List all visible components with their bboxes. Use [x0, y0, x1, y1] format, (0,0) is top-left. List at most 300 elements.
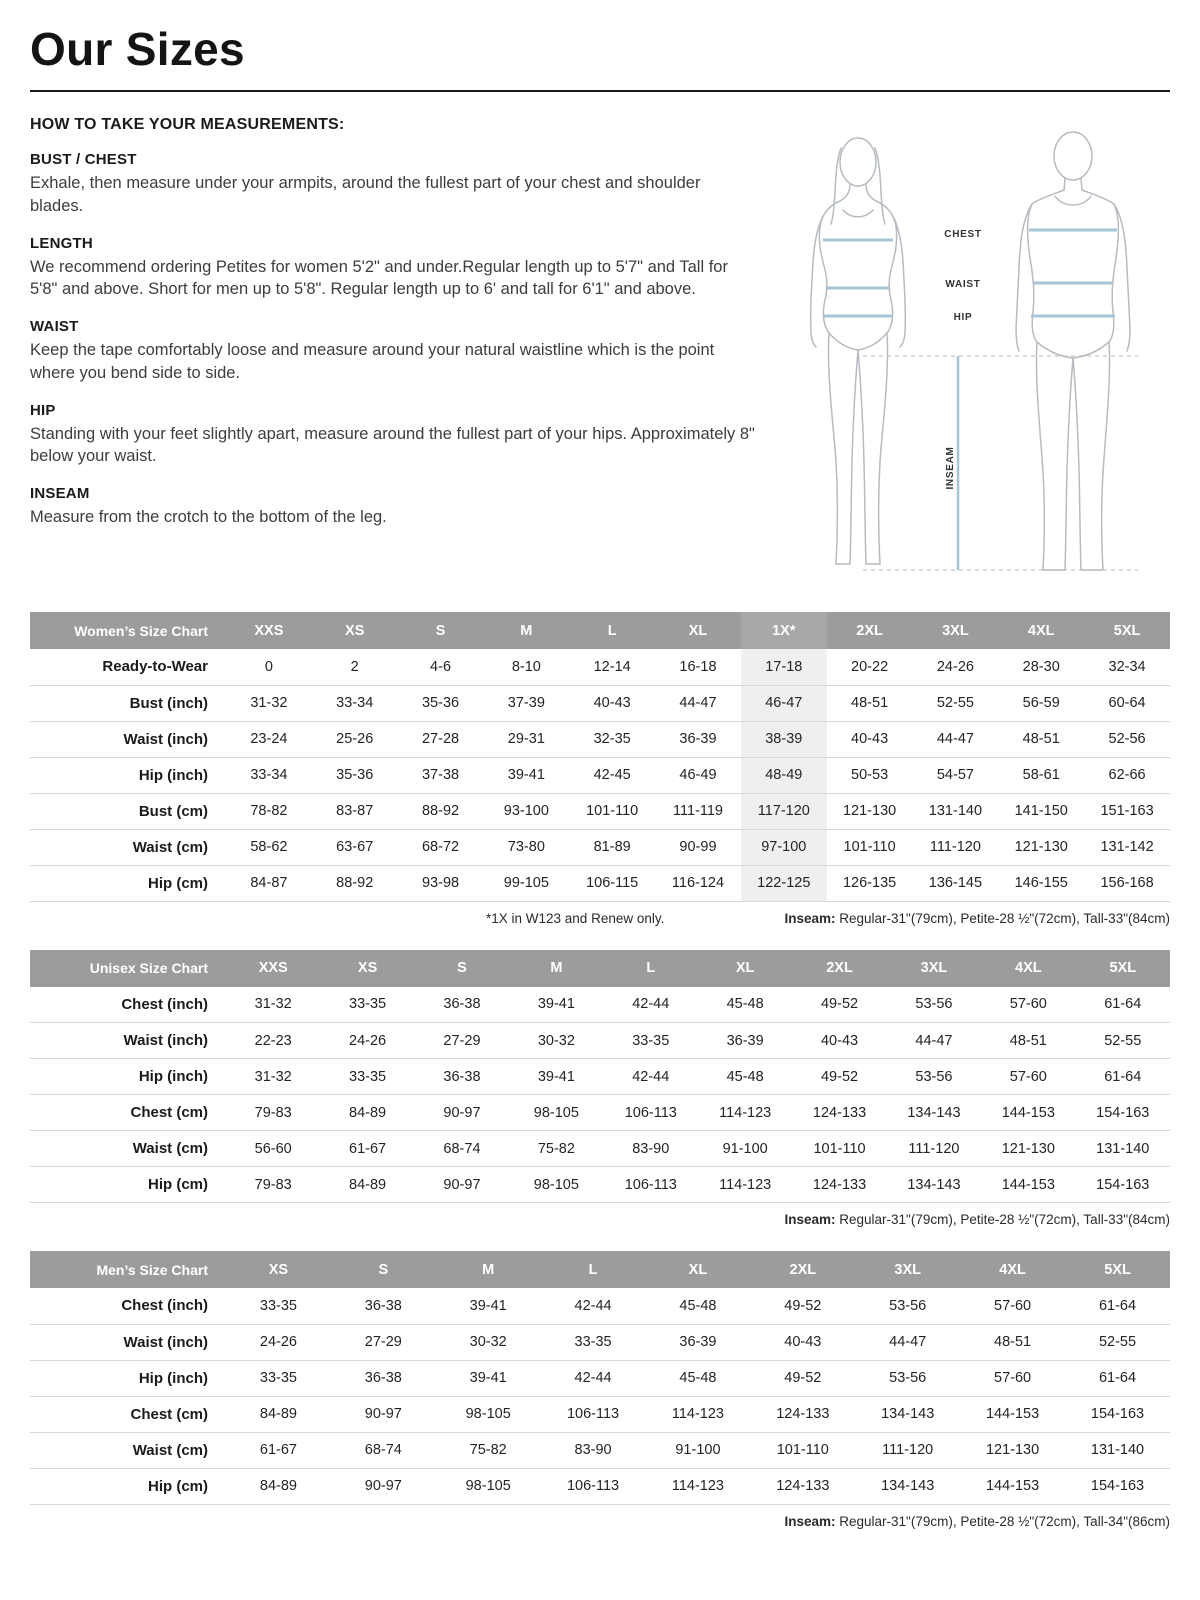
table-footnote	[30, 1212, 1170, 1227]
instruction-body: Keep the tape comfortably loose and measure around your natural waistline which is the point where you bend side to side.	[30, 341, 715, 382]
row-label: Hip (inch)	[138, 1369, 208, 1387]
size-cell: 126-135	[842, 875, 897, 891]
size-cell: 68-74	[364, 1442, 402, 1458]
size-cell: 45-48	[726, 996, 764, 1013]
instruction-title: HIP	[30, 401, 56, 419]
size-cell: 39-41	[507, 767, 545, 783]
man-figure-outline	[1016, 132, 1130, 570]
size-cell: 44-47	[679, 695, 717, 711]
column-header: 5XL	[1084, 612, 1170, 649]
unisex-size-chart	[30, 950, 1170, 1228]
row-label: Hip (inch)	[138, 766, 208, 784]
table-row	[30, 829, 1170, 865]
size-cell: 35-36	[336, 767, 374, 783]
size-cell: 121-130	[842, 803, 897, 819]
table-row	[30, 1131, 1170, 1167]
men-table	[30, 1251, 1170, 1505]
size-cell: 40-43	[820, 1032, 859, 1049]
table-title: Men’s Size Chart	[30, 1251, 226, 1288]
size-cell: 36-38	[364, 1370, 402, 1386]
size-cell: 44-47	[889, 1334, 927, 1350]
size-cell: 33-35	[259, 1370, 297, 1386]
size-cell: 36-38	[443, 996, 481, 1013]
size-cell: 90-97	[443, 1104, 481, 1121]
size-cell: 12-14	[593, 658, 631, 675]
row-label: Hip (cm)	[148, 874, 208, 892]
size-cell: 4-6	[430, 658, 452, 675]
size-cell: 36-39	[679, 1334, 717, 1350]
size-cell: 75-82	[469, 1442, 507, 1458]
size-cell: 57-60	[994, 1297, 1032, 1314]
size-cell: 101-110	[843, 839, 896, 855]
size-cell: 42-45	[593, 767, 631, 783]
column-header: M	[509, 950, 603, 987]
size-cell: 144-153	[1001, 1176, 1055, 1193]
size-cell: 114-123	[719, 1104, 772, 1121]
column-header: 2XL	[792, 950, 886, 987]
size-cell: 114-123	[671, 1478, 724, 1494]
size-cell: 78-82	[250, 803, 288, 819]
size-cell: 48-51	[851, 695, 889, 711]
size-cell: 136-145	[928, 875, 983, 891]
size-cell: 121-130	[1014, 839, 1068, 855]
column-header: L	[541, 1251, 646, 1288]
size-cell: 61-67	[259, 1442, 297, 1458]
size-cell: 90-97	[443, 1176, 481, 1193]
size-cell: 33-35	[349, 1068, 387, 1085]
size-cell: 49-52	[820, 996, 859, 1013]
size-cell: 68-72	[421, 839, 460, 855]
size-cell: 106-113	[624, 1104, 677, 1121]
size-cell: 83-87	[336, 803, 374, 819]
unisex-table	[30, 950, 1170, 1204]
header-row	[30, 612, 1170, 649]
size-cell: 45-48	[679, 1370, 717, 1386]
column-header: S	[398, 612, 484, 649]
size-cell: 61-67	[349, 1140, 387, 1157]
size-cell: 32-35	[593, 731, 631, 747]
asterisk-note: *1X in W123 and Renew only.	[486, 910, 665, 926]
size-cell: 31-32	[254, 1068, 292, 1085]
size-cell: 22-23	[254, 1032, 292, 1049]
size-cell: 46-47	[741, 685, 827, 721]
table-row	[30, 1059, 1170, 1095]
table-row	[30, 1095, 1170, 1131]
size-cell: 33-35	[349, 996, 387, 1013]
woman-figure-outline	[811, 138, 906, 564]
size-cell: 154-163	[1096, 1176, 1150, 1193]
size-cell: 90-99	[679, 839, 717, 855]
table-row	[30, 865, 1170, 901]
chest-label: CHEST	[944, 229, 982, 240]
table-title: Unisex Size Chart	[30, 950, 226, 987]
size-cell: 28-30	[1022, 658, 1060, 675]
size-cell: 25-26	[336, 731, 374, 747]
size-cell: 2	[350, 658, 359, 675]
size-cell: 33-35	[574, 1334, 612, 1350]
size-cell: 36-39	[726, 1032, 764, 1049]
size-cell: 61-64	[1098, 1370, 1137, 1386]
size-cell: 40-43	[593, 695, 631, 711]
size-cell: 117-120	[741, 793, 827, 829]
size-cell: 124-133	[812, 1176, 867, 1193]
instruction-body: Standing with your feet slightly apart, measure around the fullest part of your hips. Approximately 8" below your waist.	[30, 424, 755, 466]
size-cell: 52-56	[1108, 731, 1146, 747]
size-cell: 84-87	[250, 875, 288, 891]
size-cell: 88-92	[336, 875, 374, 891]
size-cell: 20-22	[851, 658, 889, 675]
measurement-diagram	[783, 116, 1173, 588]
column-header: 2XL	[750, 1251, 855, 1288]
body-measurement-illustration	[783, 118, 1173, 588]
table-row	[30, 685, 1170, 721]
size-cell: 131-140	[1090, 1442, 1145, 1458]
size-cell: 53-56	[889, 1297, 927, 1314]
size-cell: 131-142	[1100, 839, 1154, 855]
column-header: 3XL	[855, 1251, 960, 1288]
size-cell: 101-110	[813, 1140, 866, 1157]
size-cell: 106-113	[624, 1176, 677, 1193]
row-label: Ready-to-Wear	[102, 658, 208, 676]
column-header: 4XL	[960, 1251, 1065, 1288]
table-footnote	[30, 911, 1170, 926]
size-cell: 32-34	[1108, 658, 1146, 675]
size-cell: 60-64	[1108, 695, 1146, 711]
size-cell: 57-60	[1009, 996, 1047, 1013]
size-cell: 111-120	[908, 1140, 960, 1157]
column-header: 5XL	[1065, 1251, 1170, 1288]
inseam-label: INSEAM	[945, 446, 956, 490]
table-row	[30, 987, 1170, 1023]
waist-label: WAIST	[945, 279, 981, 290]
size-cell: 151-163	[1100, 803, 1154, 819]
size-cell: 144-153	[1001, 1104, 1055, 1121]
table-row	[30, 1396, 1170, 1432]
size-cell: 54-57	[936, 767, 974, 783]
size-cell: 68-74	[443, 1140, 481, 1157]
size-cell: 154-163	[1090, 1478, 1145, 1494]
size-cell: 121-130	[985, 1442, 1040, 1458]
size-cell: 52-55	[936, 695, 974, 711]
size-cell: 144-153	[985, 1478, 1040, 1494]
inseam-note: Inseam: Regular-31"(79cm), Petite-28 ½"(72cm), Tall-33"(84cm)	[784, 1212, 1170, 1227]
column-header: XL	[698, 950, 792, 987]
size-cell: 98-105	[465, 1406, 511, 1422]
column-header: XS	[226, 1251, 331, 1288]
size-cell: 63-67	[336, 839, 374, 855]
column-header: 5XL	[1076, 950, 1170, 987]
size-cell: 42-44	[632, 1068, 670, 1085]
size-tables	[30, 612, 1170, 1529]
table-row	[30, 1468, 1170, 1504]
row-label: Bust (cm)	[138, 802, 208, 820]
table-row	[30, 649, 1170, 685]
instruction-body: We recommend ordering Petites for women 5'2" and under.Regular length up to 5'7" and Tall for 5'8" and above. Short for men up to 5'8". Regular length up to 6' and tall for 6'1" and above.	[30, 257, 728, 299]
size-cell: 134-143	[881, 1478, 935, 1494]
column-header: XXS	[226, 950, 320, 987]
size-cell: 39-41	[537, 1068, 575, 1085]
size-cell: 16-18	[679, 658, 717, 675]
size-cell: 134-143	[881, 1406, 935, 1422]
column-header: XXS	[226, 612, 312, 649]
instruction-title: LENGTH	[30, 234, 93, 252]
size-cell: 58-62	[250, 839, 288, 855]
inseam-note-label: Inseam:	[784, 1212, 836, 1227]
size-cell: 91-100	[722, 1140, 768, 1157]
size-cell: 154-163	[1090, 1406, 1145, 1422]
page-title: Our Sizes	[30, 23, 245, 75]
size-cell: 49-52	[784, 1370, 822, 1386]
size-cell: 48-49	[741, 757, 827, 793]
size-cell: 40-43	[851, 731, 889, 747]
measurement-instructions-section	[30, 92, 1170, 588]
size-cell: 114-123	[671, 1406, 724, 1422]
row-label: Chest (inch)	[121, 995, 208, 1013]
size-cell: 84-89	[259, 1406, 297, 1422]
size-cell: 45-48	[679, 1297, 717, 1314]
size-cell: 91-100	[675, 1442, 721, 1458]
size-cell: 33-35	[632, 1032, 670, 1049]
column-header: S	[415, 950, 509, 987]
size-cell: 106-115	[586, 875, 639, 891]
row-label: Waist (cm)	[132, 1140, 208, 1157]
table-row	[30, 1023, 1170, 1059]
size-cell: 35-36	[421, 695, 460, 711]
size-cell: 49-52	[784, 1297, 822, 1314]
table-row	[30, 1167, 1170, 1203]
column-header: XL	[646, 1251, 751, 1288]
size-cell: 131-140	[928, 803, 983, 819]
instruction-body: Measure from the crotch to the bottom of the leg.	[30, 508, 387, 527]
size-cell: 52-55	[1104, 1032, 1142, 1049]
size-cell: 111-120	[929, 839, 981, 855]
size-cell: 98-105	[533, 1104, 579, 1121]
inseam-note-label: Inseam:	[784, 1513, 836, 1529]
instruction-title: BUST / CHEST	[30, 151, 137, 168]
size-cell: 45-48	[726, 1068, 764, 1085]
size-cell: 33-34	[336, 695, 374, 711]
size-cell: 57-60	[994, 1370, 1032, 1386]
size-cell: 79-83	[254, 1176, 292, 1193]
size-cell: 98-105	[533, 1176, 579, 1193]
size-cell: 131-140	[1096, 1140, 1150, 1157]
row-label: Hip (cm)	[148, 1176, 208, 1193]
size-cell: 44-47	[936, 731, 974, 747]
size-cell: 57-60	[1009, 1068, 1047, 1085]
column-header: XL	[655, 612, 741, 649]
size-cell: 134-143	[907, 1104, 961, 1121]
table-row	[30, 1360, 1170, 1396]
size-cell: 61-64	[1104, 1068, 1142, 1085]
size-cell: 27-29	[364, 1334, 402, 1350]
size-cell: 61-64	[1104, 996, 1142, 1013]
size-cell: 144-153	[985, 1406, 1040, 1422]
size-cell: 124-133	[776, 1478, 830, 1494]
size-cell: 73-80	[507, 839, 545, 855]
size-cell: 114-123	[719, 1176, 772, 1193]
size-cell: 84-89	[349, 1176, 387, 1193]
women-table	[30, 612, 1170, 902]
column-header: 4XL	[981, 950, 1075, 987]
column-header: L	[569, 612, 655, 649]
size-cell: 101-110	[776, 1442, 829, 1458]
inseam-note-label: Inseam:	[784, 910, 836, 926]
header-row	[30, 950, 1170, 987]
size-cell: 124-133	[776, 1406, 830, 1422]
size-cell: 24-26	[936, 658, 974, 675]
size-cell: 97-100	[741, 829, 827, 865]
size-cell: 27-28	[421, 731, 460, 747]
size-cell: 111-120	[882, 1442, 934, 1458]
size-cell: 39-41	[537, 996, 575, 1013]
size-cell: 24-26	[259, 1334, 297, 1350]
column-header: 3XL	[887, 950, 981, 987]
size-cell: 8-10	[511, 658, 541, 675]
size-cell: 93-98	[421, 875, 460, 891]
column-header: S	[331, 1251, 436, 1288]
row-label: Chest (cm)	[130, 1104, 208, 1121]
hip-label: HIP	[953, 312, 973, 323]
size-cell: 31-32	[254, 996, 292, 1013]
size-cell: 81-89	[593, 839, 631, 855]
size-cell: 33-34	[250, 767, 288, 783]
men-size-chart	[30, 1251, 1170, 1529]
size-cell: 84-89	[259, 1478, 297, 1494]
size-cell: 17-18	[741, 649, 827, 685]
size-cell: 36-39	[679, 731, 717, 747]
size-cell: 88-92	[421, 803, 460, 819]
header-row	[30, 1251, 1170, 1288]
measurement-bands	[823, 230, 1117, 316]
size-cell: 122-125	[741, 865, 827, 901]
size-cell: 146-155	[1014, 875, 1068, 891]
size-cell: 30-32	[469, 1334, 507, 1350]
size-cell: 53-56	[915, 996, 953, 1013]
size-cell: 38-39	[741, 721, 827, 757]
size-cell: 53-56	[889, 1370, 927, 1386]
row-label: Waist (inch)	[123, 1333, 208, 1351]
size-cell: 33-35	[259, 1297, 297, 1314]
table-row	[30, 1432, 1170, 1468]
instructions-column	[30, 116, 765, 588]
size-cell: 39-41	[469, 1297, 507, 1314]
table-row	[30, 1288, 1170, 1324]
size-cell: 106-113	[566, 1478, 620, 1494]
column-header: 2XL	[827, 612, 913, 649]
size-cell: 83-90	[574, 1442, 612, 1458]
row-label: Hip (cm)	[148, 1477, 208, 1495]
size-cell: 0	[264, 658, 273, 675]
size-cell: 30-32	[537, 1032, 575, 1049]
size-cell: 106-113	[566, 1406, 620, 1422]
size-cell: 50-53	[851, 767, 889, 783]
size-cell: 62-66	[1108, 767, 1146, 783]
size-cell: 141-150	[1014, 803, 1068, 819]
size-cell: 44-47	[915, 1032, 953, 1049]
size-cell: 48-51	[1022, 731, 1060, 747]
size-cell: 40-43	[784, 1334, 822, 1350]
instructions-heading: HOW TO TAKE YOUR MEASUREMENTS:	[30, 116, 345, 133]
instruction-sections	[30, 151, 765, 529]
size-cell: 39-41	[469, 1370, 507, 1386]
size-cell: 90-97	[364, 1406, 402, 1422]
row-label: Waist (inch)	[123, 730, 208, 748]
table-title: Women’s Size Chart	[30, 612, 226, 649]
size-cell: 36-38	[364, 1297, 402, 1314]
size-cell: 36-38	[443, 1068, 481, 1085]
size-cell: 56-60	[254, 1140, 292, 1157]
instruction-title: INSEAM	[30, 485, 90, 503]
size-cell: 99-105	[503, 875, 549, 891]
size-cell: 134-143	[907, 1176, 961, 1193]
size-cell: 90-97	[364, 1478, 402, 1494]
table-row	[30, 793, 1170, 829]
size-cell: 101-110	[586, 803, 639, 819]
instruction-body: Exhale, then measure under your armpits, around the fullest part of your chest and shoulder blades.	[30, 174, 701, 215]
size-cell: 49-52	[820, 1068, 859, 1085]
size-cell: 111-119	[672, 803, 723, 819]
size-cell: 53-56	[915, 1068, 953, 1085]
inseam-note: Inseam: Regular-31"(79cm), Petite-28 ½"(72cm), Tall-33"(84cm)	[784, 910, 1170, 926]
size-cell: 156-168	[1100, 875, 1154, 891]
column-header: 1X*	[741, 612, 827, 649]
size-cell: 121-130	[1001, 1140, 1055, 1157]
inseam-reference-lines	[863, 356, 1138, 570]
size-cell: 48-51	[994, 1334, 1032, 1350]
instruction-title: WAIST	[30, 318, 79, 336]
size-cell: 46-49	[679, 767, 717, 783]
size-cell: 93-100	[503, 803, 549, 819]
row-label: Bust (inch)	[129, 694, 208, 712]
column-header: M	[436, 1251, 541, 1288]
inseam-note: Inseam: Regular-31"(79cm), Petite-28 ½"(72cm), Tall-34"(86cm)	[784, 1513, 1170, 1529]
table-row	[30, 721, 1170, 757]
size-cell: 42-44	[574, 1370, 612, 1386]
column-header: M	[483, 612, 569, 649]
row-label: Waist (cm)	[132, 838, 208, 856]
size-cell: 48-51	[1009, 1032, 1047, 1049]
size-cell: 79-83	[254, 1104, 292, 1121]
size-cell: 98-105	[465, 1478, 511, 1494]
row-label: Waist (cm)	[132, 1441, 208, 1459]
size-cell: 75-82	[537, 1140, 575, 1157]
size-cell: 61-64	[1098, 1297, 1137, 1314]
size-cell: 56-59	[1022, 695, 1060, 711]
size-cell: 83-90	[632, 1140, 670, 1157]
size-cell: 37-39	[507, 695, 545, 711]
row-label: Chest (cm)	[130, 1405, 208, 1423]
size-cell: 84-89	[349, 1104, 387, 1121]
table-row	[30, 1324, 1170, 1360]
size-cell: 24-26	[349, 1032, 387, 1049]
size-cell: 29-31	[507, 731, 545, 747]
column-header: 4XL	[998, 612, 1084, 649]
row-label: Chest (inch)	[121, 1297, 208, 1315]
title-section	[30, 22, 1170, 92]
size-cell: 31-32	[250, 695, 288, 711]
row-label: Waist (inch)	[123, 1032, 208, 1049]
size-cell: 58-61	[1022, 767, 1060, 783]
women-size-chart	[30, 612, 1170, 926]
size-cell: 37-38	[421, 767, 460, 783]
column-header: XS	[320, 950, 414, 987]
table-row	[30, 757, 1170, 793]
size-cell: 23-24	[250, 731, 288, 747]
size-cell: 124-133	[812, 1104, 867, 1121]
size-cell: 42-44	[632, 996, 670, 1013]
column-header: L	[604, 950, 698, 987]
size-cell: 116-124	[671, 875, 725, 891]
